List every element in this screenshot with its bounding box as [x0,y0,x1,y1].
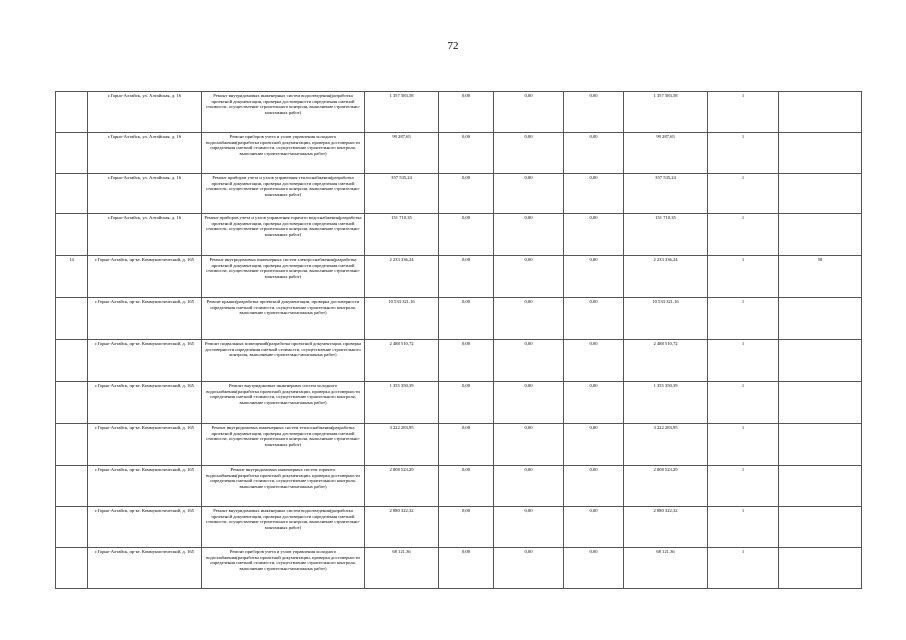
fund-cell-1: 0,00 [439,340,494,382]
count-cell: 1 [708,340,779,382]
count-cell: 1 [708,214,779,256]
fund-cell-2: 0,00 [494,382,564,424]
extra-cell [779,298,862,340]
count-cell: 1 [708,133,779,174]
total-cost-cell: 2 008 523,29 [365,466,439,507]
row-number [56,214,88,256]
work-description-cell: Ремонт внутридомовых инженерных систем теплоснабжения(разработка проектной документации, проверка достоверности определения сметной стоимости, осуществление строительного контроля, выполнение строительно-монтажных работ) [202,424,365,466]
fund-cell-4: 10 533 321,16 [624,298,708,340]
fund-cell-2: 0,00 [494,466,564,507]
total-cost-cell: 2 233 336,24 [365,256,439,298]
total-cost-cell: 2 488 510,72 [365,340,439,382]
fund-cell-4: 2 488 510,72 [624,340,708,382]
fund-cell-3: 0,00 [564,507,624,548]
address-cell: г.Горно-Алтайск, ул. Алтайская, д. 16 [88,214,202,256]
row-number: 14 [56,256,88,298]
address-cell: г.Горно-Алтайск, пр-кт. Коммунистический, д. 165 [88,256,202,298]
fund-cell-2: 0,00 [494,548,564,589]
fund-cell-4: 2 233 336,24 [624,256,708,298]
work-description-cell: Ремонт внутридомовых инженерных систем электроснабжения(разработка проектной документации, проверка достоверности определения сметной стоимости, осуществление строительного контроля, выполнение строительно-монтажных работ) [202,256,365,298]
row-number [56,507,88,548]
row-number [56,382,88,424]
fund-cell-2: 0,00 [494,507,564,548]
address-cell: г.Горно-Алтайск, пр-кт. Коммунистический, д. 165 [88,507,202,548]
total-cost-cell: 357 535,24 [365,174,439,214]
fund-cell-3: 0,00 [564,174,624,214]
count-cell: 1 [708,424,779,466]
address-cell: г.Горно-Алтайск, ул. Алтайская, д. 16 [88,133,202,174]
row-number [56,133,88,174]
fund-cell-2: 0,00 [494,256,564,298]
address-cell: г.Горно-Алтайск, пр-кт. Коммунистический, д. 165 [88,548,202,589]
fund-cell-1: 0,00 [439,298,494,340]
extra-cell [779,133,862,174]
fund-cell-1: 0,00 [439,424,494,466]
fund-cell-2: 0,00 [494,174,564,214]
fund-cell-4: 1 355 350,39 [624,382,708,424]
table-row [56,382,862,424]
extra-cell [779,382,862,424]
total-cost-cell: 10 533 321,16 [365,298,439,340]
work-description-cell: Ремонт приборов учета и узлов управления холодного водоснабжения(разработка проектной документации, проверка достоверности определения сметной стоимости, осуществление строительного контроля, выполнение строительно-монтажных работ) [202,133,365,174]
extra-cell [779,424,862,466]
repair-program-table [55,91,862,589]
count-cell: 1 [708,382,779,424]
total-cost-cell: 2 080 322,32 [365,507,439,548]
table-row [56,466,862,507]
fund-cell-4: 2 080 322,32 [624,507,708,548]
fund-cell-4: 99 287,65 [624,133,708,174]
table-row [56,92,862,133]
address-cell: г.Горно-Алтайск, ул. Алтайская, д. 16 [88,92,202,133]
address-cell: г.Горно-Алтайск, пр-кт. Коммунистический, д. 165 [88,298,202,340]
fund-cell-3: 0,00 [564,424,624,466]
fund-cell-1: 0,00 [439,466,494,507]
work-description-cell: Ремонт приборов учета и узлов управления горячего водоснабжения(разработка проектной документации, проверка достоверности определения сметной стоимости, осуществление строительного контроля, выполнение строительно-монтажных работ) [202,214,365,256]
total-cost-cell: 99 287,65 [365,133,439,174]
fund-cell-3: 0,00 [564,548,624,589]
fund-cell-3: 0,00 [564,256,624,298]
count-cell: 1 [708,298,779,340]
total-cost-cell: 68 121,36 [365,548,439,589]
extra-cell [779,507,862,548]
fund-cell-2: 0,00 [494,340,564,382]
total-cost-cell: 1 355 350,39 [365,382,439,424]
fund-cell-4: 1 357 583,58 [624,92,708,133]
count-cell: 1 [708,174,779,214]
row-number [56,298,88,340]
table-row [56,214,862,256]
fund-cell-4: 3 222 283,95 [624,424,708,466]
table-row [56,507,862,548]
row-number [56,548,88,589]
fund-cell-1: 0,00 [439,256,494,298]
row-number [56,92,88,133]
row-number [56,174,88,214]
count-cell: 1 [708,92,779,133]
table-row [56,340,862,382]
extra-cell [779,214,862,256]
fund-cell-1: 0,00 [439,133,494,174]
extra-cell [779,340,862,382]
fund-cell-3: 0,00 [564,382,624,424]
total-cost-cell: 151 710,35 [365,214,439,256]
fund-cell-2: 0,00 [494,133,564,174]
fund-cell-1: 0,00 [439,214,494,256]
count-cell: 1 [708,548,779,589]
work-description-cell: Ремонт внутридомовых инженерных систем горячего водоснабжения(разработка проектной документации, проверка достоверности определения сметной стоимости, осуществление строительного контроля, выполнение строительно-монтажных работ) [202,466,365,507]
extra-cell [779,92,862,133]
row-number [56,466,88,507]
count-cell: 1 [708,507,779,548]
table-row [56,548,862,589]
work-description-cell: Ремонт приборов учета и узлов управления теплоснабжения(разработка проектной документации, проверка достоверности определения сметной стоимости, осуществление строительного контроля, выполнение строительно-монтажных работ) [202,174,365,214]
work-description-cell: Ремонт крыши(разработка проектной документации, проверка достоверности определения сметной стоимости, осуществление строительного контроля, выполнение строительно-монтажных работ) [202,298,365,340]
fund-cell-3: 0,00 [564,133,624,174]
address-cell: г.Горно-Алтайск, пр-кт. Коммунистический, д. 165 [88,382,202,424]
address-cell: г.Горно-Алтайск, пр-кт. Коммунистический, д. 165 [88,466,202,507]
fund-cell-2: 0,00 [494,424,564,466]
table-row [56,133,862,174]
fund-cell-4: 357 535,24 [624,174,708,214]
address-cell: г.Горно-Алтайск, ул. Алтайская, д. 16 [88,174,202,214]
fund-cell-1: 0,00 [439,507,494,548]
total-cost-cell: 1 357 583,58 [365,92,439,133]
table-row [56,256,862,298]
address-cell: г.Горно-Алтайск, пр-кт. Коммунистический, д. 165 [88,340,202,382]
table-row [56,424,862,466]
page-number: 72 [447,40,459,52]
table-row [56,298,862,340]
fund-cell-3: 0,00 [564,340,624,382]
extra-cell: 58 [779,256,862,298]
row-number [56,340,88,382]
total-cost-cell: 3 222 283,95 [365,424,439,466]
work-description-cell: Ремонт подвальных помещений(разработка проектной документации, проверка достоверности определения сметной стоимости, осуществление строительного контроля, выполнение строительно-монтажных работ) [202,340,365,382]
fund-cell-4: 68 121,36 [624,548,708,589]
fund-cell-3: 0,00 [564,214,624,256]
fund-cell-3: 0,00 [564,298,624,340]
fund-cell-1: 0,00 [439,382,494,424]
count-cell: 1 [708,466,779,507]
address-cell: г.Горно-Алтайск, пр-кт. Коммунистический, д. 165 [88,424,202,466]
work-description-cell: Ремонт внутридомовых инженерных систем холодного водоснабжения(разработка проектной документации, проверка достоверности определения сметной стоимости, осуществление строительного контроля, выполнение строительно-монтажных работ) [202,382,365,424]
extra-cell [779,548,862,589]
fund-cell-3: 0,00 [564,92,624,133]
row-number [56,424,88,466]
fund-cell-2: 0,00 [494,214,564,256]
fund-cell-3: 0,00 [564,466,624,507]
table-row [56,174,862,214]
work-description-cell: Ремонт приборов учета и узлов управления холодного водоснабжения(разработка проектной документации, проверка достоверности определения сметной стоимости, осуществление строительного контроля, выполнение строительно-монтажных работ) [202,548,365,589]
extra-cell [779,174,862,214]
work-description-cell: Ремонт внутридомовых инженерных систем водоотведения(разработка проектной документации, проверка достоверности определения сметной стоимости, осуществление строительного контроля, выполнение строительно-монтажных работ) [202,507,365,548]
work-description-cell: Ремонт внутридомовых инженерных систем водоотведения(разработка проектной документации, проверка достоверности определения сметной стоимости, осуществление строительного контроля, выполнение строительно-монтажных работ) [202,92,365,133]
fund-cell-2: 0,00 [494,298,564,340]
extra-cell [779,466,862,507]
count-cell: 1 [708,256,779,298]
fund-cell-1: 0,00 [439,92,494,133]
table-body [56,92,862,589]
fund-cell-4: 151 710,35 [624,214,708,256]
fund-cell-4: 2 008 523,29 [624,466,708,507]
fund-cell-1: 0,00 [439,548,494,589]
fund-cell-1: 0,00 [439,174,494,214]
fund-cell-2: 0,00 [494,92,564,133]
